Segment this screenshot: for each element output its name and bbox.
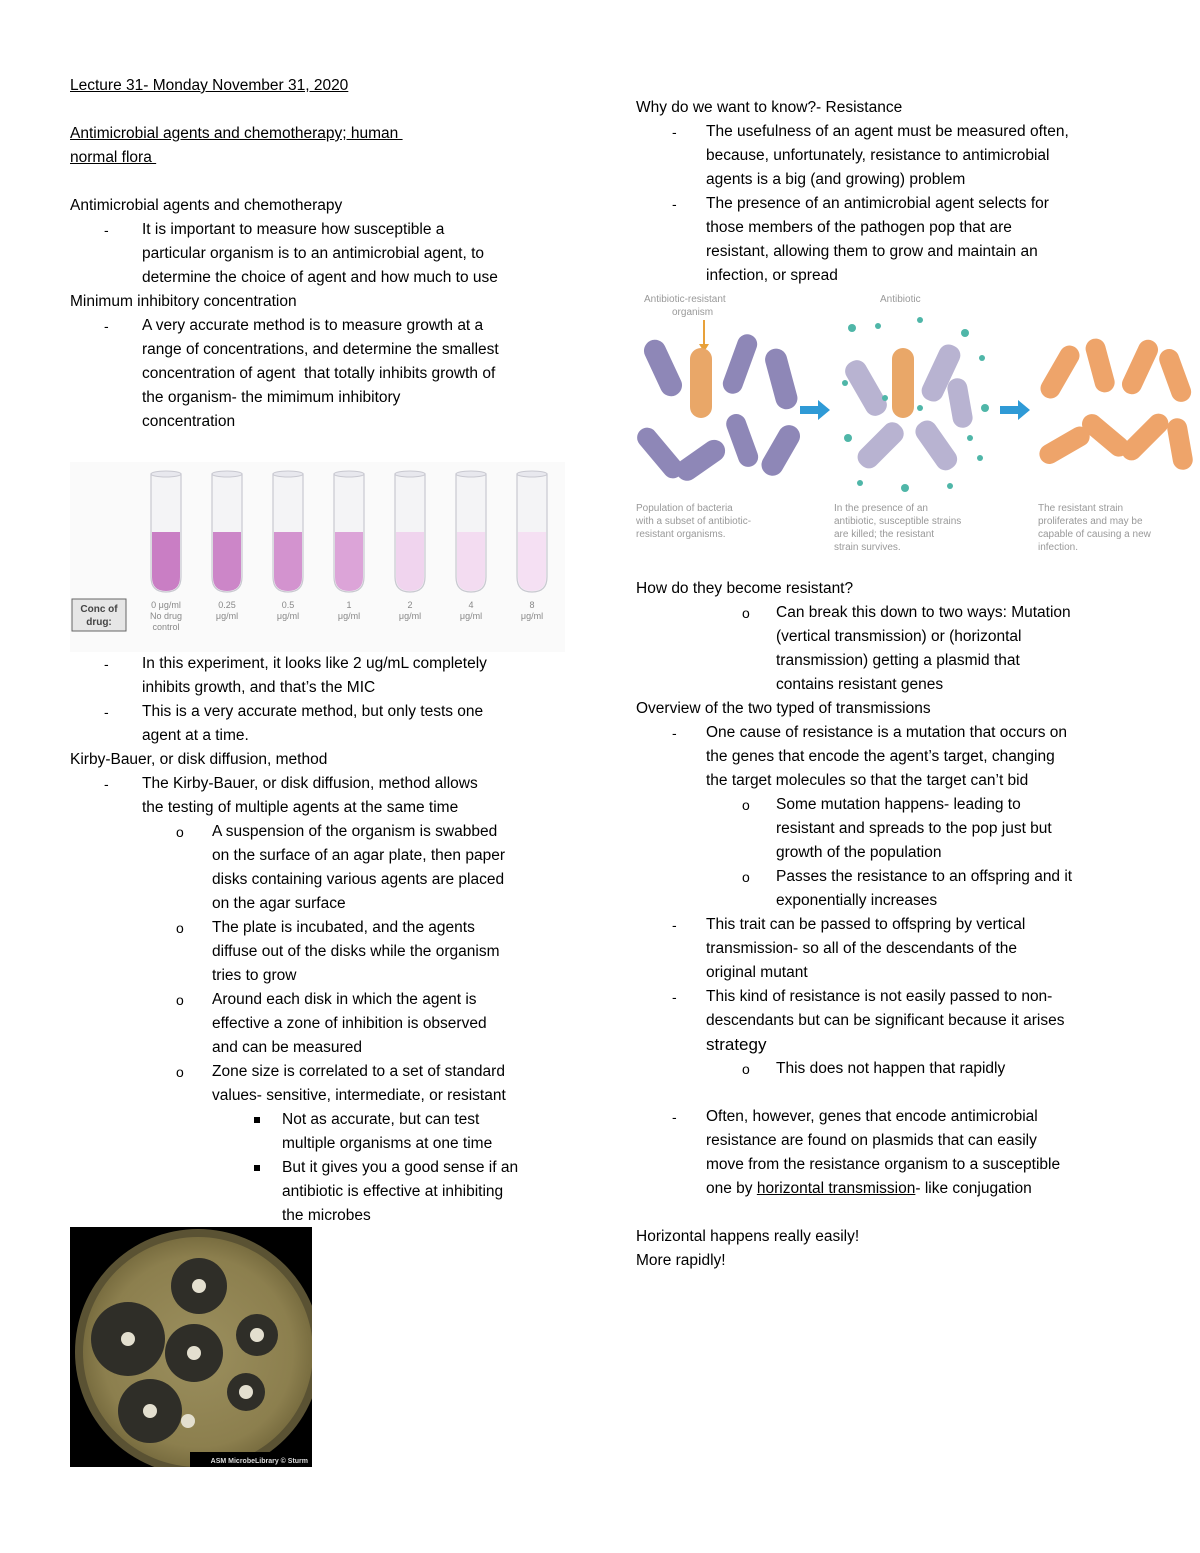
dash-item-kirby-bauer: [70, 772, 570, 820]
text-line: contains resistant genes: [776, 676, 944, 693]
tube-liquid: [335, 532, 363, 591]
text-line: growth of the population: [776, 844, 942, 861]
plate-credit: ASM MicrobeLibrary © Sturm: [210, 1458, 308, 1465]
text-line: One cause of resistance is a mutation that occurs on: [706, 724, 1067, 741]
text-line: Passes the resistance to an offspring and it: [776, 868, 1073, 885]
dash-item-usefulness: [636, 120, 1136, 192]
text-line: diffuse out of the disks while the organism: [212, 943, 500, 960]
text-line: In this experiment, it looks like 2 ug/mL completely: [142, 655, 487, 672]
text-line: and can be measured: [212, 1039, 362, 1056]
dash-item-plasmids: [636, 1105, 1136, 1201]
dash-item-very-accurate: [70, 700, 570, 748]
text-line: A suspension of the organism is swabbed: [212, 823, 498, 840]
text-line: This trait can be passed to offspring by vertical: [706, 916, 1026, 933]
text-line: particular organism is to an antimicrobial agent, to: [142, 245, 485, 262]
tube-liquid: [396, 532, 424, 591]
antibiotic-label: Antibiotic: [880, 294, 921, 305]
caption3-line1: The resistant strain: [1038, 503, 1124, 514]
square-item-not-accurate: [70, 1108, 570, 1156]
closing-line-1: Horizontal happens really easily!: [636, 1228, 860, 1245]
square-item-good-sense: [70, 1156, 570, 1228]
inhibition-zone: [171, 1258, 227, 1314]
dash-item-presence: [636, 192, 1136, 288]
o-item-zone-size: [70, 1060, 570, 1108]
dash-marker: -: [672, 989, 677, 1005]
caption1-line3: resistant organisms.: [636, 529, 726, 540]
text-line: on the agar surface: [212, 895, 346, 912]
tube-label: μg/ml: [520, 611, 544, 621]
closing-line-2: More rapidly!: [636, 1252, 726, 1269]
dash-marker: -: [104, 222, 109, 238]
o-marker: o: [176, 992, 184, 1008]
lecture-title: Lecture 31- Monday November 31, 2020: [70, 77, 349, 94]
heading-how-resistant: How do they become resistant?: [636, 580, 854, 597]
dash-item-not-easily: [636, 985, 1136, 1057]
o-marker: o: [742, 1061, 750, 1077]
horizontal-transmission-term: horizontal transmission: [756, 1180, 916, 1197]
text-line: resistance are found on plasmids that can easily: [706, 1132, 1037, 1149]
dash-marker: -: [104, 776, 109, 792]
caption2-line1: In the presence of an: [834, 503, 928, 514]
heading-kirby-bauer: Kirby-Bauer, or disk diffusion, method: [70, 751, 328, 768]
text-line: Around each disk in which the agent is: [212, 991, 477, 1008]
text-line: transmission) getting a plasmid that: [776, 652, 1020, 669]
dash-marker: -: [672, 917, 677, 933]
heading-mic: Minimum inhibitory concentration: [70, 293, 297, 310]
text-line: strategy: [706, 1035, 767, 1054]
tube-liquid: [213, 532, 241, 591]
text-line: the testing of multiple agents at the same time: [142, 799, 459, 816]
conc-label-line1: Conc of: [80, 604, 118, 615]
heading-antimicrobial-agents: Antimicrobial agents and chemotherapy: [70, 197, 343, 214]
inhibition-zone: [227, 1373, 265, 1411]
caption3-line4: infection.: [1038, 542, 1079, 553]
text-line: antibiotic is effective at inhibiting: [282, 1183, 504, 1200]
text-line: the microbes: [282, 1207, 371, 1224]
heading-why-know: Why do we want to know?- Resistance: [636, 99, 903, 116]
dash-marker: -: [672, 1109, 677, 1125]
tube-label: 1: [346, 600, 352, 610]
o-marker: o: [742, 869, 750, 885]
text-line: But it gives you a good sense if an: [282, 1159, 519, 1176]
dash-marker: -: [104, 704, 109, 720]
o-marker: o: [742, 797, 750, 813]
text-line: Some mutation happens- leading to: [776, 796, 1021, 813]
text-line: This is a very accurate method, but only tests one: [142, 703, 484, 720]
o-item-passes: [636, 865, 1136, 913]
text-line: The plate is incubated, and the agents: [212, 919, 475, 936]
test-tube: [150, 471, 182, 632]
o-marker: o: [176, 1064, 184, 1080]
text-line: A very accurate method is to measure growth at a: [142, 317, 484, 334]
text-line: This kind of resistance is not easily passed to non-: [706, 988, 1053, 1005]
dash-item-vertical: [636, 913, 1136, 985]
text-line: Often, however, genes that encode antimicrobial: [706, 1108, 1038, 1125]
dash-marker: -: [672, 196, 677, 212]
right-column-lower: [636, 577, 1136, 1273]
text-line: on the surface of an agar plate, then paper: [212, 847, 505, 864]
tube-liquid: [457, 532, 485, 591]
caption1-line1: Population of bacteria: [636, 503, 733, 514]
dash-item-measure: [70, 218, 570, 290]
o-item-some-mutation: [636, 793, 1136, 865]
text-line: concentration of agent that totally inhibits growth of: [142, 365, 496, 382]
text-line: [706, 1177, 1136, 1201]
text-line: agent at a time.: [142, 727, 249, 744]
square-bullet: [254, 1117, 260, 1123]
text-line: the target molecules so that the target can’t bid: [706, 772, 1029, 789]
tube-label: No drug: [149, 611, 183, 621]
dash-item-mutation: [636, 721, 1136, 793]
tube-label: 8: [529, 600, 535, 610]
dash-item-accurate-method: [70, 314, 570, 434]
dash-marker: -: [104, 318, 109, 334]
dash-marker: -: [104, 656, 109, 672]
text-line: resistant and spreads to the pop just but: [776, 820, 1052, 837]
tube-label: 0.25: [218, 600, 236, 610]
text-line: multiple organisms at one time: [282, 1135, 493, 1152]
text-line: the genes that encode the agent’s target, changing: [706, 748, 1055, 765]
text-line: The presence of an antimicrobial agent selects for: [706, 195, 1049, 212]
left-column-lower: [70, 652, 570, 1228]
dash-marker: -: [672, 124, 677, 140]
tube-label: 4: [468, 600, 474, 610]
o-marker: o: [176, 920, 184, 936]
antibiotic-resistance-figure: [630, 288, 1195, 570]
o-marker: o: [176, 824, 184, 840]
text-line: Zone size is correlated to a set of standard: [212, 1063, 505, 1080]
text-line: effective a zone of inhibition is observed: [212, 1015, 487, 1032]
text-line: the organism- the mimimum inhibitory: [142, 389, 401, 406]
caption2-line2: antibiotic, susceptible strains: [834, 516, 962, 527]
inhibition-zone: [165, 1324, 223, 1382]
square-bullet: [254, 1165, 260, 1171]
text-line: concentration: [142, 413, 236, 430]
tube-label: 0.5: [281, 600, 295, 610]
text-line: (vertical transmission) or (horizontal: [776, 628, 1022, 645]
tube-label: 0 μg/ml: [151, 600, 181, 610]
resistant-organism-label-1: Antibiotic-resistant: [644, 294, 726, 305]
text-line: resistant, allowing them to grow and maintain an: [706, 243, 1038, 260]
text-line: those members of the pathogen pop that are: [706, 219, 1012, 236]
text-line: This does not happen that rapidly: [776, 1060, 1006, 1077]
text-fragment: one by: [706, 1180, 757, 1197]
text-line: because, unfortunately, resistance to antimicrobial: [706, 147, 1050, 164]
text-line: move from the resistance organism to a susceptible: [706, 1156, 1061, 1173]
inhibition-zone: [91, 1302, 165, 1376]
resistant-organism-label-2: organism: [672, 307, 714, 318]
text-line: range of concentrations, and determine the smallest: [142, 341, 499, 358]
caption3-line3: capable of causing a new: [1038, 529, 1151, 540]
o-marker: o: [742, 605, 750, 621]
text-fragment: - like conjugation: [915, 1180, 1032, 1197]
right-column: [636, 96, 1136, 288]
section-title-line2: normal flora: [70, 149, 157, 166]
paper-disk: [181, 1414, 195, 1428]
conc-of-drug-box: [72, 599, 126, 631]
tube-label: control: [152, 622, 180, 632]
text-line: determine the choice of agent and how much to use: [142, 269, 498, 286]
dash-marker: -: [672, 725, 677, 741]
agar-plate-figure: [70, 1227, 312, 1467]
heading-overview: Overview of the two typed of transmissions: [636, 700, 931, 717]
text-line: exponentially increases: [776, 892, 938, 909]
tube-liquid: [518, 532, 546, 591]
caption2-line4: strain survives.: [834, 542, 901, 553]
tube-liquid: [274, 532, 302, 591]
conc-label-line2: drug:: [86, 617, 112, 628]
o-item-not-rapidly: [636, 1057, 1136, 1081]
text-line: infection, or spread: [706, 267, 838, 284]
o-item-incubated: [70, 916, 570, 988]
caption1-line2: with a subset of antibiotic-: [636, 516, 752, 527]
text-line: descendants but can be significant because it arises: [706, 1012, 1065, 1029]
text-line: agents is a big (and growing) problem: [706, 171, 966, 188]
caption2-line3: are killed; the resistant: [834, 529, 935, 540]
text-line: transmission- so all of the descendants of the: [706, 940, 1018, 957]
inhibition-zone: [118, 1379, 182, 1443]
text-line: Can break this down to two ways: Mutation: [776, 604, 1071, 621]
tube-label: μg/ml: [276, 611, 300, 621]
tube-label: μg/ml: [398, 611, 422, 621]
section-title-line1: Antimicrobial agents and chemotherapy; human: [70, 125, 403, 142]
o-item-two-ways: [636, 601, 1136, 697]
caption3-line2: proliferates and may be: [1038, 516, 1143, 527]
tube-liquid: [152, 532, 180, 591]
left-column: [70, 74, 570, 434]
text-line: The usefulness of an agent must be measured often,: [706, 123, 1069, 140]
inhibition-zone: [236, 1314, 278, 1356]
text-line: inhibits growth, and that’s the MIC: [142, 679, 376, 696]
text-line: values- sensitive, intermediate, or resistant: [212, 1087, 506, 1104]
text-line: The Kirby-Bauer, or disk diffusion, method allows: [142, 775, 478, 792]
tube-label: μg/ml: [215, 611, 239, 621]
text-line: original mutant: [706, 964, 808, 981]
mic-tubes-figure: [70, 462, 565, 652]
o-item-zone: [70, 988, 570, 1060]
text-line: Not as accurate, but can test: [282, 1111, 480, 1128]
tube-label: μg/ml: [337, 611, 361, 621]
text-line: disks containing various agents are placed: [212, 871, 505, 888]
text-line: tries to grow: [212, 967, 297, 984]
text-line: It is important to measure how susceptible a: [142, 221, 445, 238]
dash-item-experiment: [70, 652, 570, 700]
antibiotic-treatment-panel: [840, 317, 990, 498]
o-item-suspension: [70, 820, 570, 916]
tube-label: μg/ml: [459, 611, 483, 621]
tube-label: 2: [407, 600, 413, 610]
